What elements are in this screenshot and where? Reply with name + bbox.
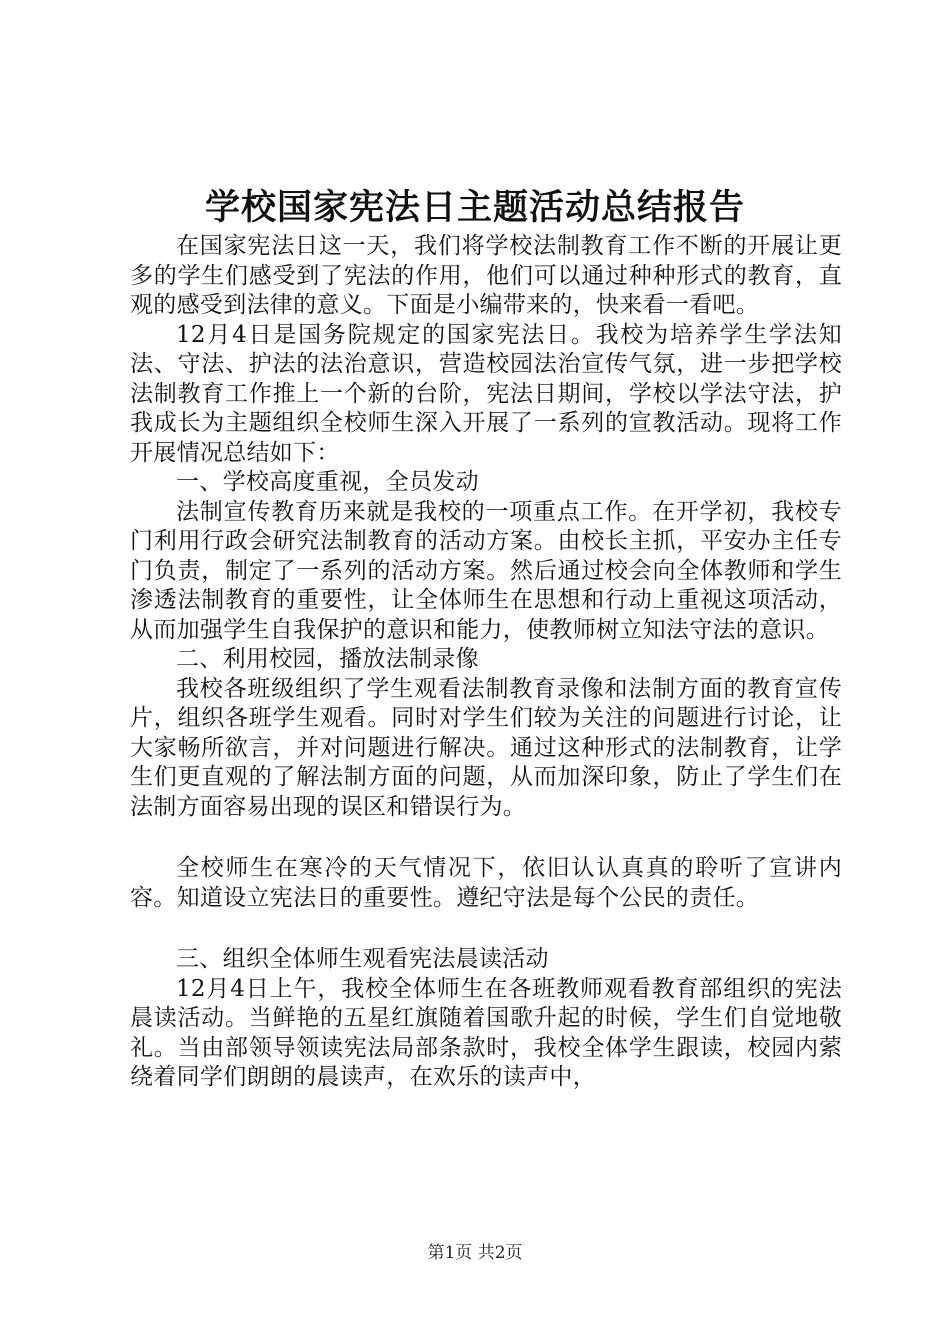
page-number-footer: 第1页 共2页 (427, 1243, 523, 1263)
section-2-paragraph: 我校各班级组织了学生观看法制教育录像和法制方面的教育宣传片，组织各班学生观看。同时对学生们较为关注的问题进行讨论，让大家畅所欲言，并对问题进行解决。通过这种形式的法制教育，让学生们更直观的了解法制方面的问题，从而加深印象，防止了学生们在法制方面容易出现的误区和错误行为。 (130, 675, 842, 820)
overview-paragraph: 12月4日是国务院规定的国家宪法日。我校为培养学生学法知法、守法、护法的法治意识，营造校园法治宣传气氛，进一步把学校法制教育工作推上一个新的台阶，宪法日期间，学校以学法守法，护我成长为主题组织全校师生深入开展了一系列的宣教活动。现将工作开展情况总结如下： (130, 321, 842, 466)
section-1-paragraph: 法制宣传教育历来就是我校的一项重点工作。在开学初，我校专门利用行政会研究法制教育的活动方案。由校长主抓，平安办主任专门负责，制定了一系列的活动方案。然后通过校会向全体教师和学生渗透法制教育的重要性，让全体师生在思想和行动上重视这项活动，从而加强学生自我保护的意识和能力，使教师树立知法守法的意识。 (130, 498, 842, 643)
intro-paragraph: 在国家宪法日这一天，我们将学校法制教育工作不断的开展让更多的学生们感受到了宪法的作用，他们可以通过种种形式的教育，直观的感受到法律的意义。下面是小编带来的，快来看一看吧。 (130, 233, 842, 318)
paragraph-spacer (130, 913, 842, 945)
section-heading-3: 三、组织全体师生观看宪法晨读活动 (176, 946, 549, 972)
paragraph-spacer (130, 822, 842, 854)
document-body (130, 232, 842, 1093)
section-2-followup-paragraph: 全校师生在寒冷的天气情况下，依旧认认真真的聆听了宣讲内容。知道设立宪法日的重要性。遵纪守法是每个公民的责任。 (130, 855, 842, 911)
section-3-paragraph: 12月4日上午，我校全体师生在各班教师观看教育部组织的宪法晨读活动。当鲜艳的五星红旗随着国歌升起的时候，学生们自觉地敬礼。当由部领导领读宪法局部条款时，我校全体学生跟读，校园内萦绕着同学们朗朗的晨读声，在欢乐的读声中， (130, 975, 842, 1090)
document-title: 学校国家宪法日主题活动总结报告 (204, 187, 745, 228)
section-heading-1: 一、学校高度重视，全员发动 (176, 469, 479, 495)
section-heading-2: 二、利用校园，播放法制录像 (176, 646, 479, 672)
